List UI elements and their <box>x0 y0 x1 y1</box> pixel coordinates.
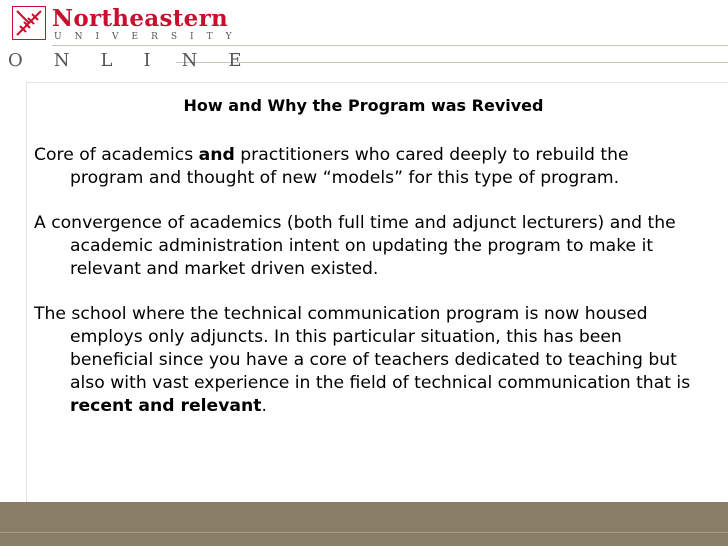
emphasis-text: recent and relevant <box>70 396 262 416</box>
emphasis-text: and <box>198 145 235 165</box>
paragraph-text: . <box>261 396 267 416</box>
logo-name: Northeastern <box>52 5 229 32</box>
paragraph-text: practitioners who cared deeply to rebuild the program and thought of new “models” for this type of program. <box>70 145 629 188</box>
slide-body <box>34 144 702 440</box>
paragraph-text: The school where the technical communication program is now housed employs only adjuncts. In this particular situation, this has been beneficial since you have a core of teachers dedicated to teaching but also with vast experience in the field of technical communication that is <box>34 304 691 393</box>
northeastern-logo-icon <box>12 6 46 40</box>
paragraph-3 <box>34 303 702 418</box>
divider <box>52 45 728 46</box>
logo-online: ONLINE <box>8 50 273 71</box>
slide-title: How and Why the Program was Revived <box>183 96 544 115</box>
paragraph-1 <box>34 144 702 190</box>
footer-divider <box>0 532 728 533</box>
logo-university: UNIVERSITY <box>54 32 245 42</box>
paragraph-text: Core of academics <box>34 145 199 165</box>
paragraph-2: A convergence of academics (both full time and adjunct lecturers) and the academic administration intent on updating the program to make it relevant and market driven existed. <box>34 213 676 279</box>
header <box>0 0 728 82</box>
footer-bar <box>0 502 728 546</box>
